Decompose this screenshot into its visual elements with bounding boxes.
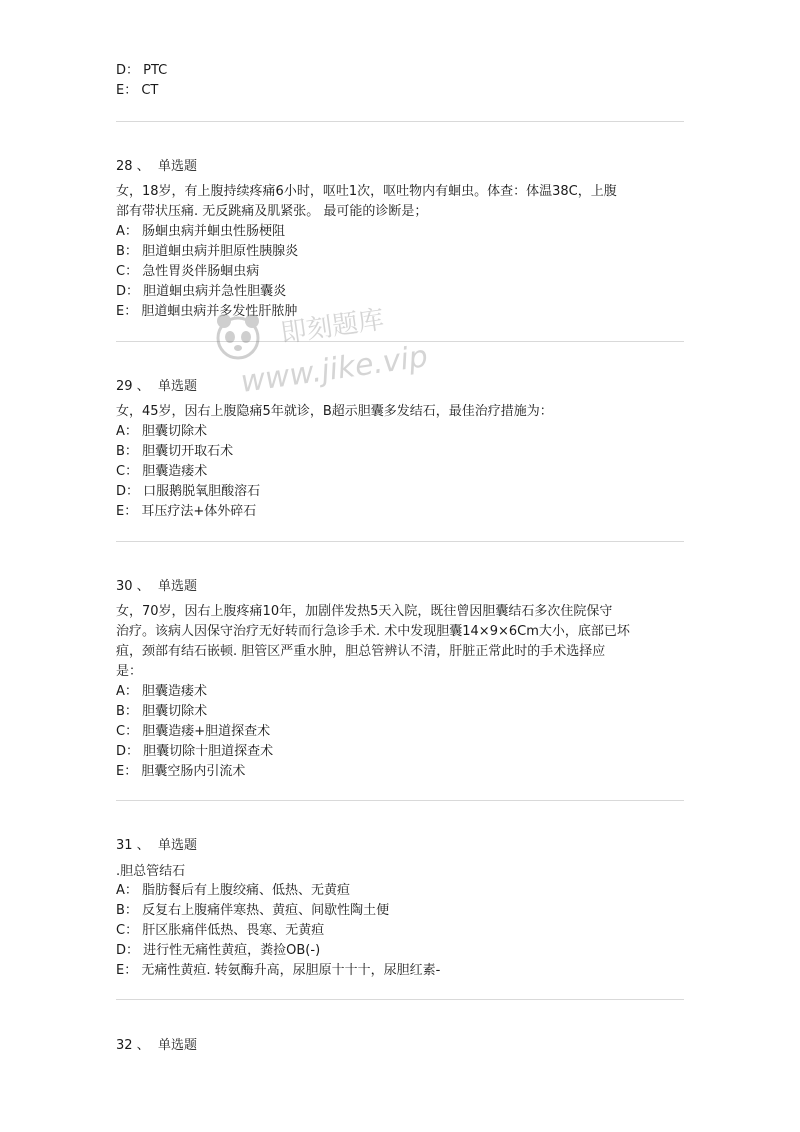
question-stem: 女，18岁，有上腹持续疼痛6小时，呕吐1次，呕吐物内有蛔虫。体查：体温38C，上腹 <box>116 184 617 199</box>
option-d: D： 进行性无痛性黄疸，粪捡OB(-) <box>116 943 321 958</box>
option-d: D： 胆道蛔虫病并急性胆囊炎 <box>116 284 287 299</box>
divider <box>116 121 684 122</box>
question-stem: 治疗。该病人因保守治疗无好转而行急诊手术. 术中发现胆囊14×9×6Cm大小，底部已坏 <box>116 624 630 639</box>
question-header: 28 、 单选题 <box>116 159 197 174</box>
option-b: B： 胆囊切除术 <box>116 704 208 719</box>
question-header: 31 、 单选题 <box>116 838 197 853</box>
watermark-brand: 即刻题库 <box>278 304 386 350</box>
question-stem: 疽，颈部有结石嵌顿. 胆管区严重水肿，胆总管辨认不清，肝脏正常此时的手术选择应 <box>116 644 606 659</box>
divider <box>116 999 684 1000</box>
question-stem: .胆总管结石 <box>116 864 186 879</box>
option-d: D： 胆囊切除十胆道探查术 <box>116 744 274 759</box>
option-e: E： 胆道蛔虫病并多发性肝脓肿 <box>116 304 298 319</box>
question-header: 29 、 单选题 <box>116 379 197 394</box>
option-b: B： 胆道蛔虫病并胆原性胰腺炎 <box>116 244 299 259</box>
option-e: E： 胆囊空肠内引流术 <box>116 764 246 779</box>
question-header: 30 、 单选题 <box>116 579 197 594</box>
question-stem: 是： <box>116 664 143 679</box>
divider <box>116 341 684 342</box>
option-a: A： 脂肪餐后有上腹绞痛、低热、无黄疸 <box>116 883 351 898</box>
question-stem: 部有带状压痛. 无反跳痛及肌紧张。 最可能的诊断是； <box>116 204 428 219</box>
option-c: C： 肝区胀痛伴低热、畏寒、无黄疸 <box>116 923 325 938</box>
option-d: D： 口服鹅脱氧胆酸溶石 <box>116 484 261 499</box>
option-c: C： 胆囊造瘘术 <box>116 464 208 479</box>
option-e: E： 无痛性黄疸. 转氨酶升高，尿胆原十十十，尿胆红素- <box>116 963 441 978</box>
watermark-url: www.jike.vip <box>238 339 430 400</box>
option-c: C： 急性胃炎伴肠蛔虫病 <box>116 264 260 279</box>
option-b: B： 反复右上腹痛伴寒热、黄疸、间歇性陶土便 <box>116 903 390 918</box>
option-a: A： 胆囊造瘘术 <box>116 684 208 699</box>
option-a: A： 胆囊切除术 <box>116 424 208 439</box>
question-stem: 女，45岁，因右上腹隐痛5年就诊，B超示胆囊多发结石，最佳治疗措施为： <box>116 404 553 419</box>
option-e: E： CT <box>116 83 159 98</box>
option-a: A： 肠蛔虫病并蛔虫性肠梗阻 <box>116 224 286 239</box>
divider <box>116 800 684 801</box>
option-c: C： 胆囊造瘘+胆道探查术 <box>116 724 271 739</box>
divider <box>116 541 684 542</box>
question-header: 32 、 单选题 <box>116 1038 197 1053</box>
option-d: D： PTC <box>116 63 168 78</box>
option-e: E： 耳压疗法+体外碎石 <box>116 504 257 519</box>
question-stem: 女，70岁，因右上腹疼痛10年，加剧伴发热5天入院，既往曾因胆囊结石多次住院保守 <box>116 604 613 619</box>
option-b: B： 胆囊切开取石术 <box>116 444 234 459</box>
